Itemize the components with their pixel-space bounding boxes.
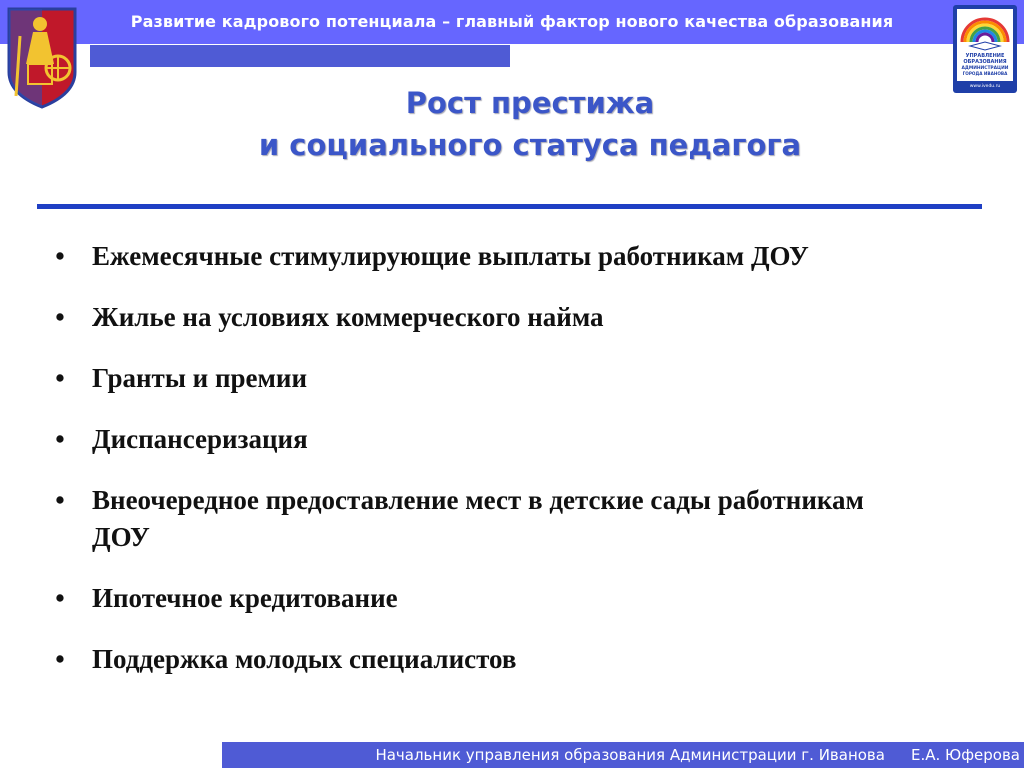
bullet-text: Ежемесячные стимулирующие выплаты работникам ДОУ — [92, 241, 809, 271]
logo-line-1: УПРАВЛЕНИЕ — [965, 53, 1005, 59]
logo-line-3: АДМИНИСТРАЦИИ — [961, 66, 1009, 71]
bullet-item — [50, 299, 1010, 336]
bullet-item — [50, 641, 1010, 678]
bullet-dot-icon: • — [55, 302, 65, 332]
logo-line-2: ОБРАЗОВАНИЯ — [963, 59, 1007, 65]
header-subbar — [90, 45, 510, 67]
bullet-dot-icon: • — [55, 644, 65, 674]
bullet-text: Ипотечное кредитование — [92, 583, 398, 613]
bullet-dot-icon: • — [55, 241, 65, 271]
bullet-dot-icon: • — [55, 424, 65, 454]
slide-title — [180, 82, 880, 166]
header-title: Развитие кадрового потенциала – главный фактор нового качества образования — [130, 12, 894, 31]
bullet-item — [50, 360, 1010, 397]
bullet-item — [50, 482, 1010, 556]
bullet-text: Жилье на условиях коммерческого найма — [92, 302, 604, 332]
slide-title-line-1: Рост престижа — [405, 86, 655, 120]
footer-author-position: Начальник управления образования Администрации г. Иванова — [375, 746, 885, 764]
bullet-dot-icon: • — [55, 363, 65, 393]
bullet-item — [50, 580, 1010, 617]
bullet-item — [50, 421, 1010, 458]
bullet-item — [50, 238, 1010, 275]
footer — [222, 742, 1020, 768]
bullet-text: Поддержка молодых специалистов — [92, 644, 517, 674]
title-divider — [37, 204, 982, 209]
logo-line-4: ГОРОДА ИВАНОВА — [962, 71, 1008, 76]
bullet-dot-icon: • — [55, 485, 65, 515]
bullet-list — [50, 238, 1010, 702]
coat-of-arms-icon — [6, 6, 78, 110]
slide-title-line-2: и социального статуса педагога — [258, 128, 802, 162]
bullet-text: Гранты и премии — [92, 363, 308, 393]
footer-author-name: Е.А. Юферова — [910, 746, 1020, 764]
logo-url: www.ivedu.ru — [969, 84, 1001, 89]
education-department-logo-icon — [952, 4, 1018, 94]
bullet-text: Внеочередное предоставление мест в детские сады работникам ДОУ — [92, 485, 864, 552]
bullet-text: Диспансеризация — [92, 424, 308, 454]
bullet-dot-icon: • — [55, 583, 65, 613]
